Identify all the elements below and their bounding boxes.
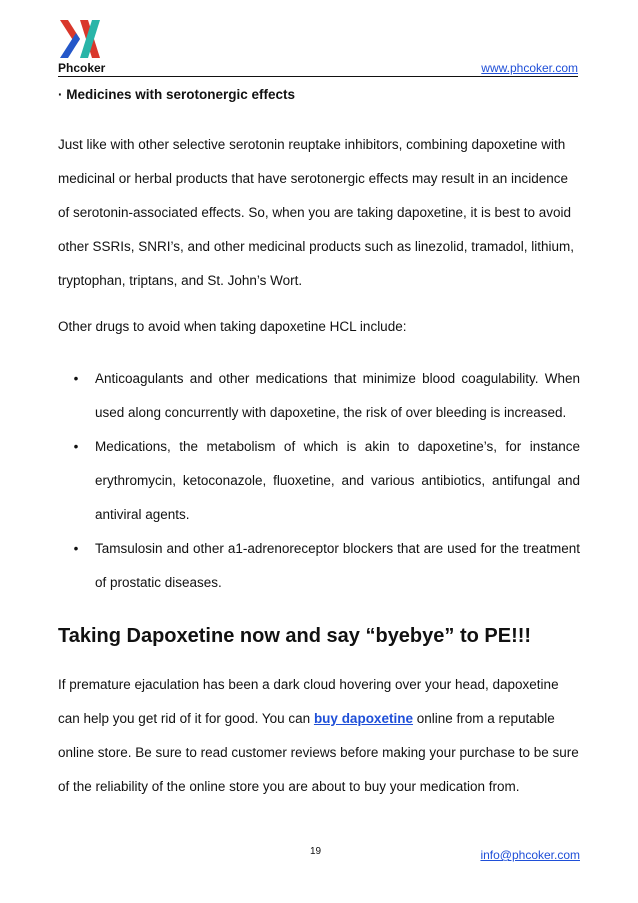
- list-item-text: Tamsulosin and other a1-adrenoreceptor blockers that are used for the treatment of prostatic diseases.: [95, 541, 580, 590]
- email-link[interactable]: info@phcoker.com: [480, 848, 580, 862]
- drugs-to-avoid-list: [58, 362, 580, 600]
- list-item: [58, 430, 580, 532]
- header-divider: [58, 76, 578, 77]
- list-item-text: Medications, the metabolism of which is akin to dapoxetine’s, for instance erythromycin, ketoconazole, fluoxetine, and various antibiotics, antifungal and antiviral agents.: [95, 439, 580, 522]
- closing-text-after-link: online from a reputable online store. Be sure to read customer reviews before making your purchase to be sure of the reliability of the online store you are about to buy your medication from.: [58, 711, 579, 794]
- page-header: [58, 18, 578, 76]
- bullet-icon: •: [73, 371, 79, 386]
- list-item: [58, 532, 580, 600]
- list-item-text: Anticoagulants and other medications that minimize blood coagulability. When used along concurrently with dapoxetine, the risk of over bleeding is increased.: [95, 371, 580, 420]
- page-number: 19: [310, 846, 322, 857]
- closing-paragraph: [58, 668, 580, 804]
- closing-text-before-link: If premature ejaculation has been a dark cloud hovering over your head, dapoxetine can help you get rid of it for good. You can: [58, 677, 559, 726]
- drugs-to-avoid-intro: Other drugs to avoid when taking dapoxetine HCL include:: [58, 319, 407, 334]
- document-body: [58, 84, 580, 804]
- logo-left-blue-stroke: [60, 33, 80, 58]
- section-subheading: · Medicines with serotonergic effects: [58, 87, 296, 102]
- website-link[interactable]: www.phcoker.com: [481, 61, 578, 75]
- brand-name: Phcoker: [58, 61, 106, 75]
- buy-dapoxetine-link[interactable]: buy dapoxetine: [313, 711, 413, 726]
- phcoker-logo-icon: [58, 18, 102, 60]
- bullet-icon: •: [73, 541, 79, 556]
- main-heading: Taking Dapoxetine now and say “byebye” to PE!!!: [58, 625, 532, 647]
- list-item: [58, 362, 580, 430]
- serotonergic-paragraph: Just like with other selective serotonin reuptake inhibitors, combining dapoxetine with medicinal or herbal products that have serotonergic effects may result in an incidence of serotonin-associated effects. So, when you are taking dapoxetine, it is best to avoid other SSRIs, SNRI’s, and other medicinal products such as linezolid, tramadol, lithium, tryptophan, triptans, and St. John’s Wort.: [58, 137, 574, 288]
- bullet-icon: •: [73, 439, 79, 454]
